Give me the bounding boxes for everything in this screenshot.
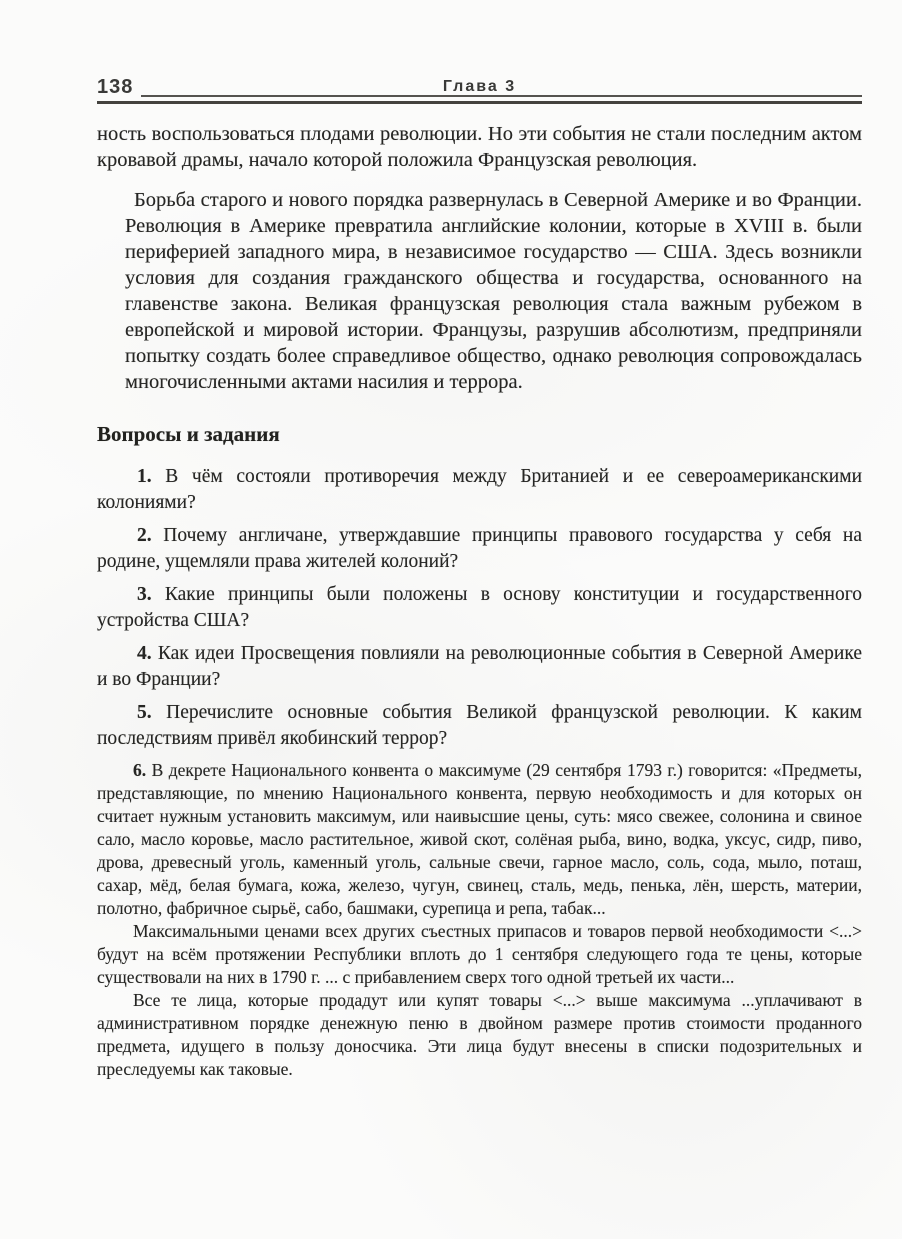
question-text: Перечислите основные события Великой французской революции. К каким последствиям привёл якобинский террор? [97, 702, 862, 750]
question-text: Какие принципы были положены в основу конституции и государственного устройства США? [97, 584, 862, 632]
question-item [97, 582, 862, 634]
question-text: В чём состояли противоречия между Британией и ее североамериканскими колониями? [97, 466, 862, 514]
question-number: 1. [137, 466, 152, 488]
question-item [97, 641, 862, 693]
page-content [97, 76, 862, 1081]
question-text: Как идеи Просвещения повлияли на революционные события в Северной Америке и во Франции? [97, 643, 862, 691]
header-rule-thick [97, 101, 862, 104]
summary-block: Борьба старого и нового порядка развернулась в Северной Америке и во Франции. Революция в Америке превратила английские колонии, которые в XVIII в. были периферией западного мира, в независимое государство — США. Здесь возникли условия для создания гражданского общества и государства, основанного на главенстве закона. Великая французская революция стала важным рубежом в европейской и мировой истории. Французы, разрушив абсолютизм, предприняли попытку создать более справедливое общество, однако революция сопровождалась многочисленными актами насилия и террора. [125, 189, 862, 393]
question-number: 5. [137, 702, 152, 724]
question-item [97, 464, 862, 516]
question-number: 3. [137, 584, 152, 606]
questions-heading: Вопросы и задания [97, 422, 280, 446]
chapter-title: Глава 3 [442, 78, 517, 95]
question-number: 4. [137, 643, 152, 665]
question-source-paragraph: Максимальными ценами всех других съестных припасов и товаров первой необходимости <...> будут на всём протяжении Республики вплоть до 1 сентября следующего года те цены, которые существовали на них в 1790 г. ... с прибавлением сверх того одной третьей их части... [97, 921, 862, 988]
question-text: В декрете Национального конвента о максимуме (29 сентября 1793 г.) говорится: «Предметы, представляющие, по мнению Национального конвента, первую необходимость и для которых он считает нужным установить максимум, или наивысшие цены, суть: мясо свежее, солонина и свиное сало, масло коровье, масло растительное, живой скот, солёная рыба, вино, водка, уксус, сидр, пиво, дрова, древесный уголь, каменный уголь, сальные свечи, гарное масло, соль, сода, мыло, поташ, сахар, мёд, белая бумага, кожа, железо, чугун, свинец, сталь, медь, пенька, лён, шерсть, материи, полотно, фабричное сырьё, сабо, башмаки, сурепица и репа, табак... [97, 760, 862, 919]
running-head [97, 76, 862, 98]
questions-list [97, 464, 862, 1081]
question-item [97, 523, 862, 575]
question-number: 2. [137, 525, 152, 547]
page-number: 138 [97, 76, 134, 98]
question-source-paragraph: Все те лица, которые продадут или купят товары <...> выше максимума ...уплачивают в административном порядке денежную пеню в двойном размере против стоимости проданного предмета, идущего в пользу доносчика. Эти лица будут внесены в списки подозрительных и преследуемы как таковые. [97, 990, 862, 1080]
question-text: Почему англичане, утверждавшие принципы правового государства у себя на родине, ущемляли права жителей колоний? [97, 525, 862, 573]
question-item [97, 759, 862, 920]
question-number: 6. [133, 760, 147, 781]
intro-paragraph: ность воспользоваться плодами революции. Но эти события не стали последним актом кровавой драмы, начало которой положила Французская революция. [97, 123, 862, 171]
question-item [97, 700, 862, 752]
